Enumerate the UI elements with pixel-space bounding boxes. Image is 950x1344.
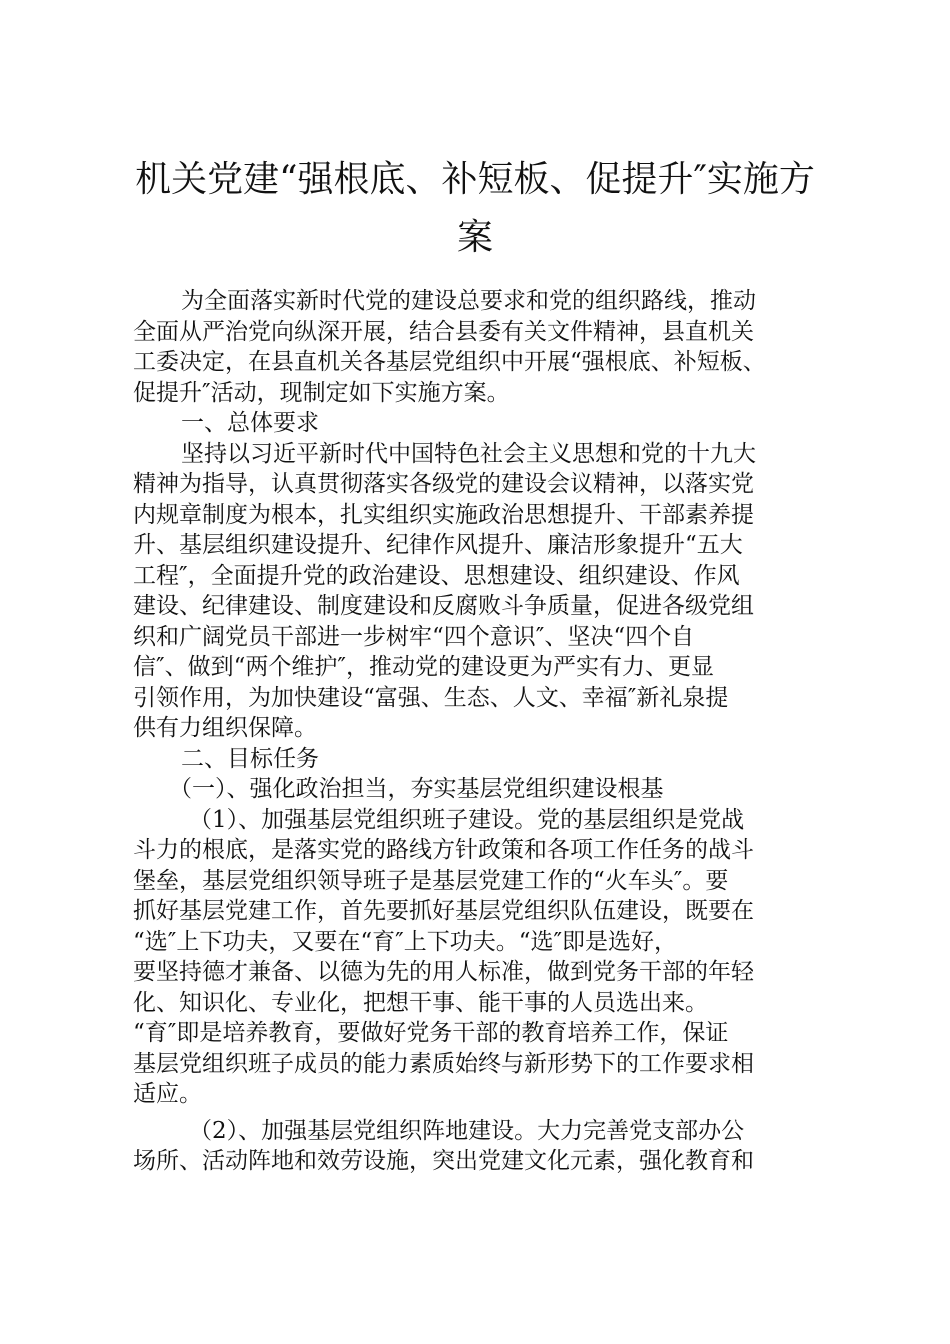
text-line: 信″、做到“两个维护″，推动党的建设更为严实有力、更显 <box>133 654 714 680</box>
text-line: 为全面落实新时代党的建设总要求和党的组织路线，推动 <box>181 288 756 314</box>
document-title-line-1: 机关党建“强根底、补短板、促提升″实施方 <box>135 159 815 200</box>
text-line: “选″上下功夫，又要在“育″上下功夫。“选″即是选好， <box>133 928 678 955</box>
text-line: 内规章制度为根本，扎实组织实施政治思想提升、干部素养提 <box>133 501 754 528</box>
text-line: 抓好基层党建工作，首先要抓好基层党组织队伍建设，既要在 <box>133 898 754 924</box>
text-line: 全面从严治党向纵深开展，结合县委有关文件精神，县直机关 <box>133 318 754 345</box>
text-line: 促提升″活动，现制定如下实施方案。 <box>133 379 510 406</box>
document-body <box>133 286 823 1177</box>
text-line: 升、基层组织建设提升、纪律作风提升、廉洁形象提升“五大 <box>133 532 743 558</box>
text-line: 工程″，全面提升党的政治建设、思想建设、组织建设、作风 <box>133 562 740 589</box>
text-line: 供有力组织保障。 <box>133 715 317 741</box>
text-line: （1）、加强基层党组织班子建设。党的基层组织是党战 <box>189 806 745 833</box>
text-line: 建设、纪律建设、制度建设和反腐败斗争质量，促进各级党组 <box>133 593 754 619</box>
text-line: 适应。 <box>133 1081 202 1107</box>
text-line: 基层党组织班子成员的能力素质始终与新形势下的工作要求相 <box>133 1050 754 1077</box>
text-line: 引领作用，为加快建设“富强、生态、人文、幸福″新礼泉提 <box>133 684 729 711</box>
text-line: 工委决定，在县直机关各基层党组织中开展“强根底、补短板、 <box>133 349 766 375</box>
text-line: 一、总体要求 <box>181 410 319 436</box>
text-line: （一）、强化政治担当，夯实基层党组织建设根基 <box>169 776 664 802</box>
text-line: 堡垒，基层党组织领导班子是基层党建工作的“火车头″。要 <box>133 867 729 894</box>
text-line: 织和广阔党员干部进一步树牢“四个意识″、坚决“四个自 <box>133 623 695 650</box>
text-line: 精神为指导，认真贯彻落实各级党的建设会议精神，以落实党 <box>133 471 754 497</box>
text-line: 二、目标任务 <box>181 745 319 772</box>
text-line: “育″即是培养教育，要做好党务干部的教育培养工作，保证 <box>133 1020 729 1046</box>
text-line: 场所、活动阵地和效劳设施，突出党建文化元素，强化教育和 <box>133 1148 754 1174</box>
text-line: （2）、加强基层党组织阵地建设。大力完善党支部办公 <box>189 1117 745 1144</box>
text-line: 坚持以习近平新时代中国特色社会主义思想和党的十九大 <box>181 440 756 467</box>
text-line: 斗力的根底，是落实党的路线方针政策和各项工作任务的战斗 <box>133 837 754 863</box>
document-title-line-2: 案 <box>456 217 493 258</box>
text-line: 化、知识化、专业化，把想干事、能干事的人员选出来。 <box>133 989 708 1016</box>
text-line: 要坚持德才兼备、以德为先的用人标准，做到党务干部的年轻 <box>133 959 754 985</box>
